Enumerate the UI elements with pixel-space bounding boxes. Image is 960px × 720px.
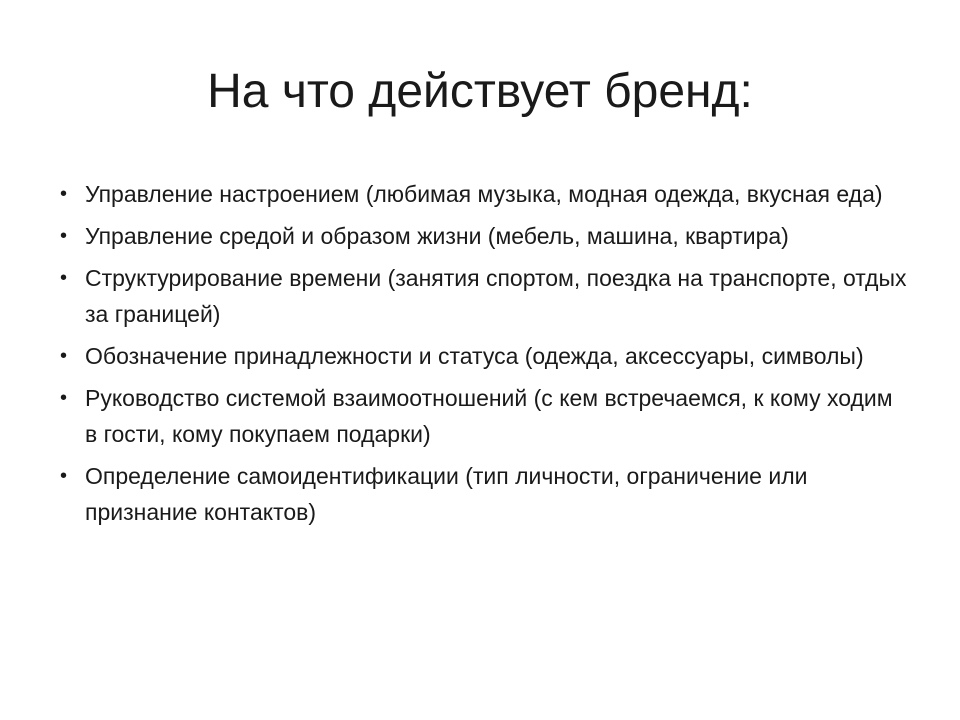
bullet-dot-icon: •	[60, 183, 68, 205]
slide-title: На что действует бренд:	[207, 65, 753, 118]
bullet-text: Управление настроением (любимая музыка, модная одежда, вкусная еда)	[85, 181, 883, 207]
bullet-dot-icon: •	[60, 225, 68, 247]
bullet-text: Управление средой и образом жизни (мебель, машина, квартира)	[85, 223, 789, 249]
bullet-dot-icon: •	[60, 345, 68, 367]
bullet-dot-icon: •	[60, 465, 68, 487]
bullet-item	[58, 260, 908, 332]
bullet-dot-icon: •	[60, 267, 68, 289]
bullet-text: Структурирование времени (занятия спортом, поездка на транспорте, отдых за границей)	[85, 265, 907, 327]
bullet-text: Обозначение принадлежности и статуса (одежда, аксессуары, символы)	[85, 343, 864, 369]
bullet-item	[58, 176, 908, 212]
bullet-item	[58, 218, 908, 254]
bullet-text: Определение самоидентификации (тип личности, ограничение или признание контактов)	[85, 463, 808, 525]
bullet-item	[58, 338, 908, 374]
bullet-text: Руководство системой взаимоотношений (с кем встречаемся, к кому ходим в гости, кому покупаем подарки)	[85, 385, 893, 447]
bullet-item	[58, 458, 908, 530]
bullet-dot-icon: •	[60, 387, 68, 409]
bullet-item	[58, 380, 908, 452]
bullet-list	[58, 176, 908, 536]
